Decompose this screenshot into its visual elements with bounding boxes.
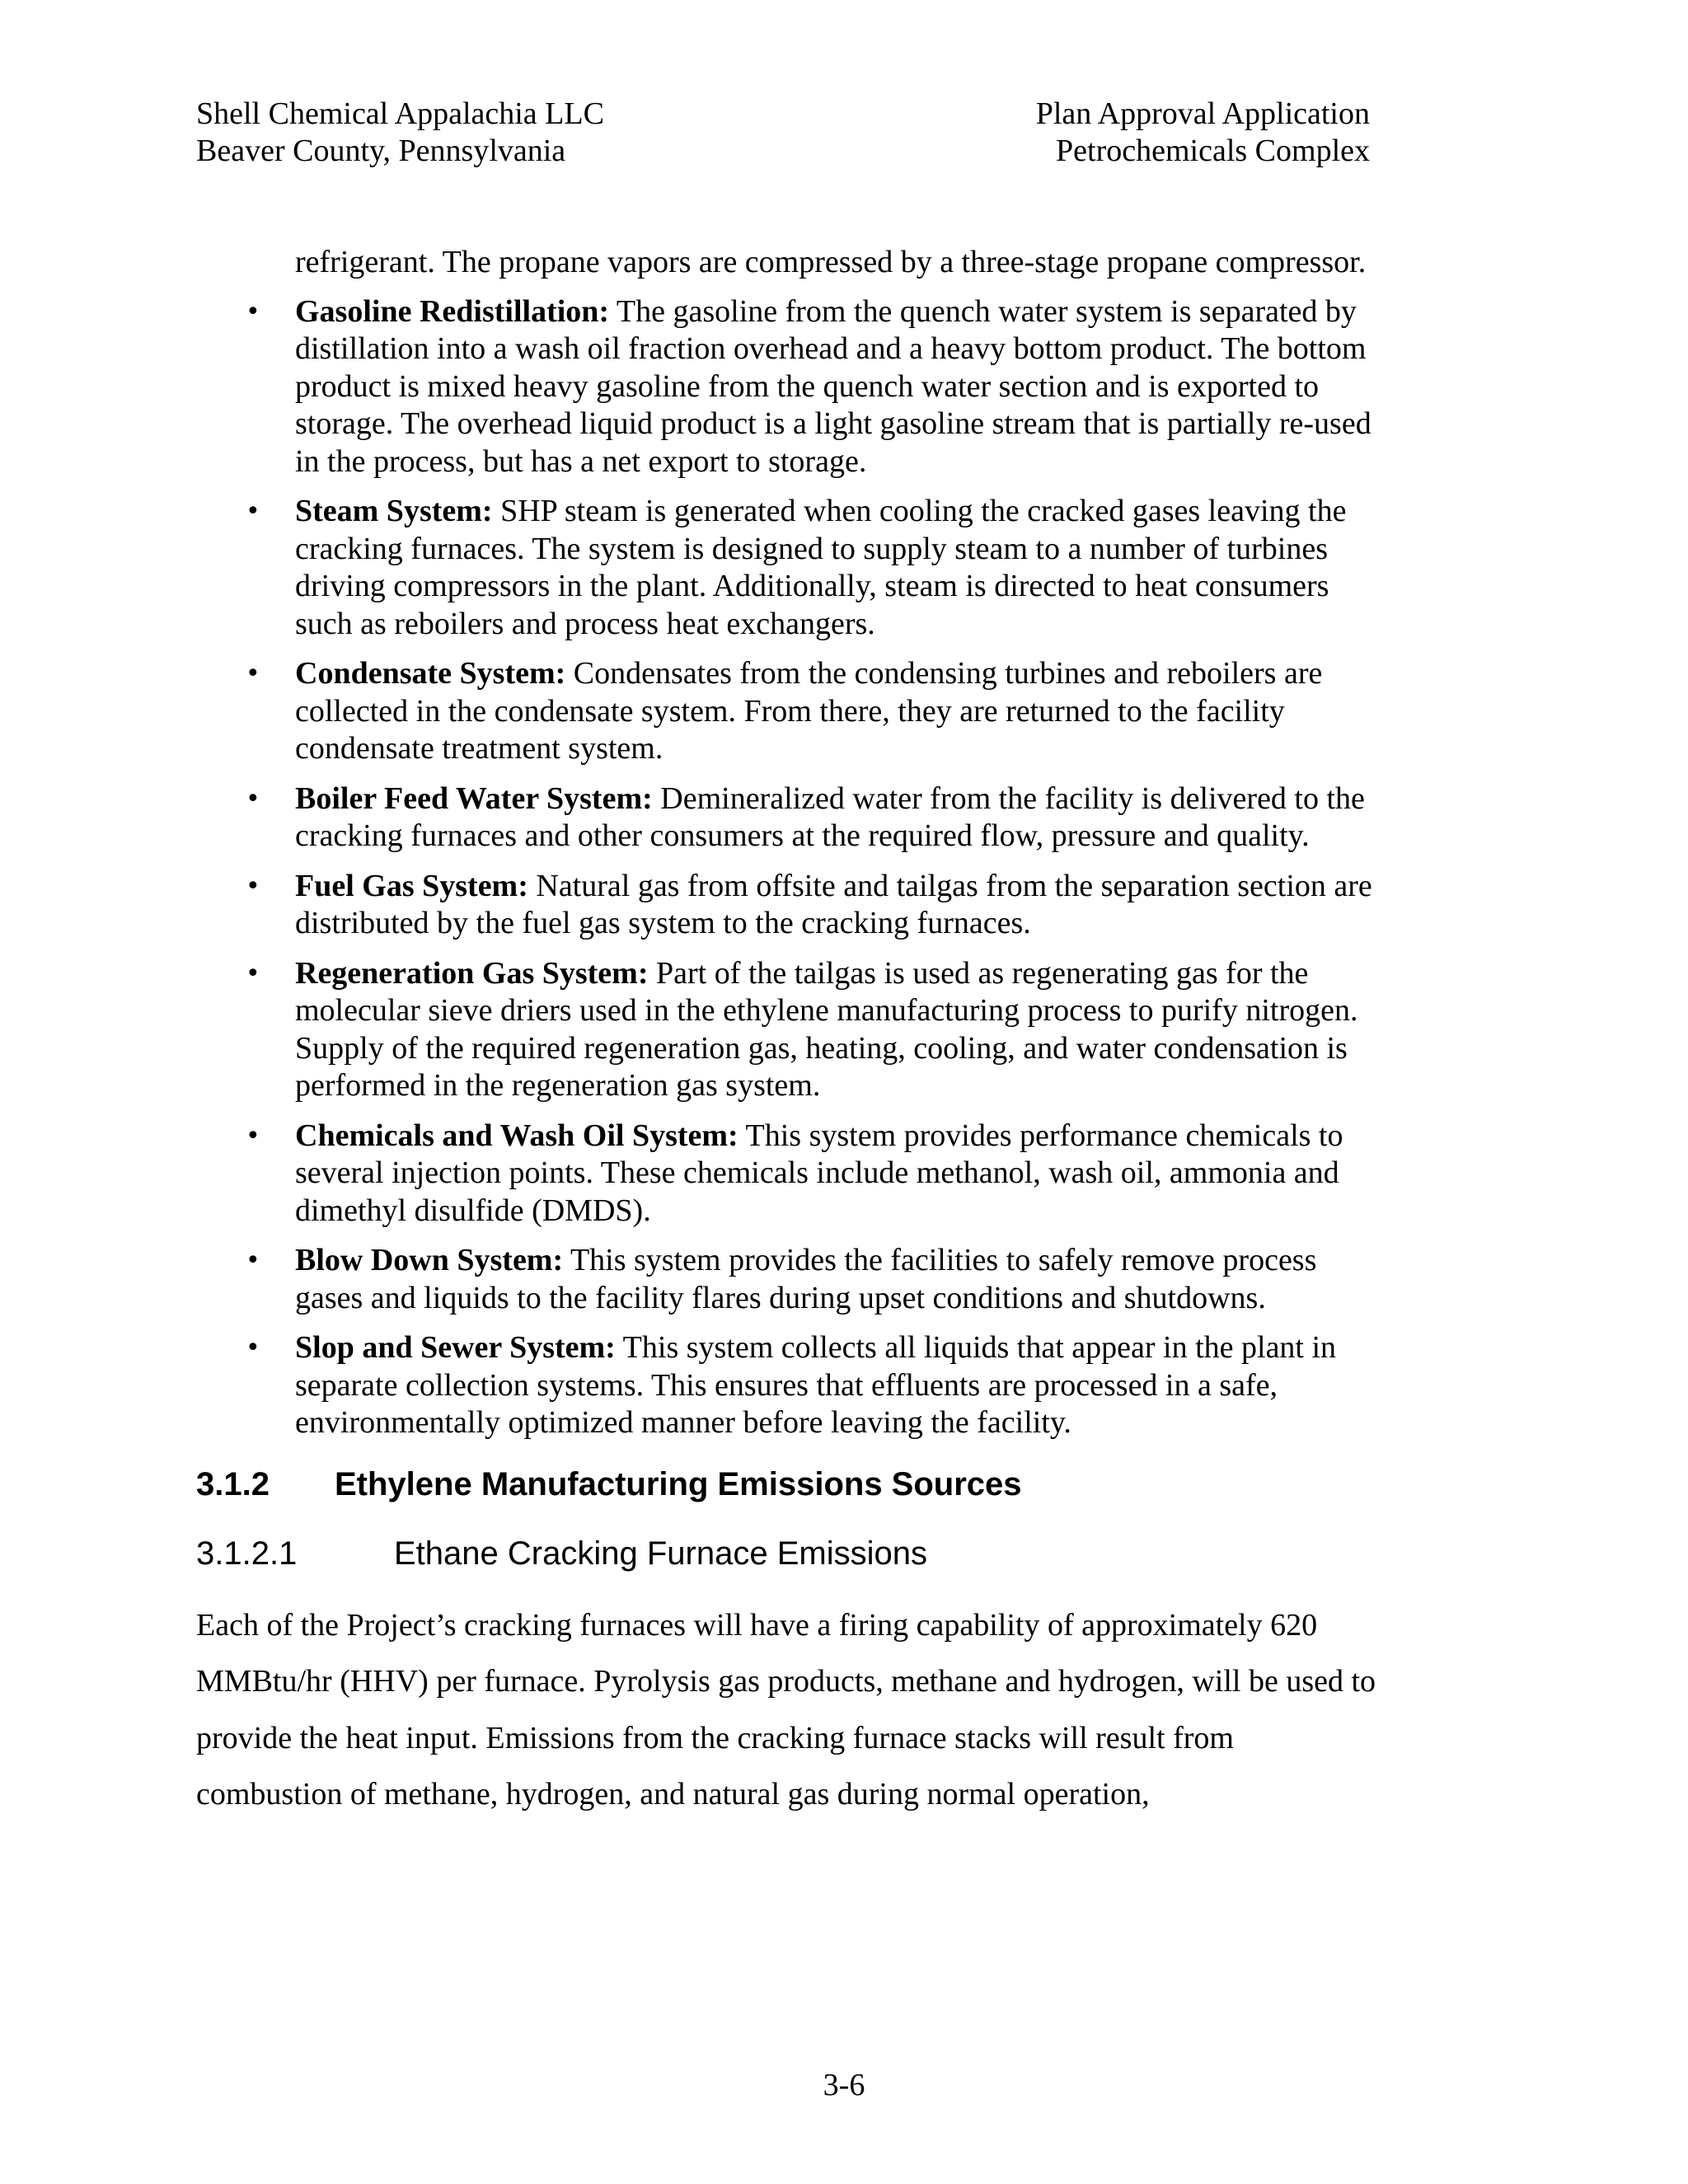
bullet-icon: • [246, 1333, 260, 1362]
bullet-title: Condensate System: [295, 656, 566, 691]
section-number: 3.1.2 [196, 1465, 270, 1502]
page-content [196, 244, 1383, 1823]
header-location: Beaver County, Pennsylvania [196, 134, 566, 168]
page-number: 3-6 [823, 2068, 865, 2102]
section-title: Ethylene Manufacturing Emissions Sources [335, 1465, 1022, 1502]
bullet-title: Chemicals and Wash Oil System: [295, 1118, 738, 1153]
bullet-title: Gasoline Redistillation: [295, 293, 610, 329]
header-company: Shell Chemical Appalachia LLC [196, 96, 604, 131]
list-item [196, 780, 1383, 855]
bullet-title: Regeneration Gas System: [295, 955, 649, 991]
bullet-title: Fuel Gas System: [295, 868, 528, 903]
list-item [196, 293, 1383, 481]
bullet-icon: • [246, 871, 260, 901]
bullet-text: Part of the tailgas is used as regenerating gas for the molecular sieve driers used in the ethylene manufacturing process to purify nitrogen. Supply of the required regeneration gas, heating, cooling, and water condensation is performed in the regeneration gas system. [295, 955, 1358, 1103]
bullet-icon: • [246, 497, 260, 526]
list-item [196, 1329, 1383, 1442]
subsection-heading [196, 1533, 1383, 1574]
bullet-icon: • [246, 958, 260, 988]
list-item [196, 655, 1383, 768]
bullet-text: This system provides the facilities to safely remove process gases and liquids to the facility flares during upset conditions and shutdowns. [295, 1243, 1317, 1315]
subsection-title: Ethane Cracking Furnace Emissions [394, 1535, 927, 1572]
bullet-icon: • [246, 297, 260, 326]
bullet-text: This system provides performance chemicals to several injection points. These chemicals include methanol, wash oil, ammonia and dimethyl disulfide (DMDS). [295, 1118, 1343, 1228]
body-paragraph: Each of the Project’s cracking furnaces will have a firing capability of approximately 620 MMBtu/hr (HHV) per furnace. Pyrolysis gas products, methane and hydrogen, will be used to provide the heat input. Emissions from the cracking furnace stacks will result from combustion of methane, hydrogen, and natural gas during normal operation, [196, 1607, 1376, 1811]
bullet-text: Natural gas from offsite and tailgas from the separation section are distributed by the fuel gas system to the cracking furnaces. [295, 868, 1372, 940]
system-bullet-list [196, 293, 1383, 1442]
bullet-text: SHP steam is generated when cooling the cracked gases leaving the cracking furnaces. The system is designed to supply steam to a number of turbines driving compressors in the plant. Additionally, steam is directed to heat consumers such as reboilers and process heat exchangers. [295, 494, 1347, 641]
list-item [196, 1242, 1383, 1317]
bullet-title: Boiler Feed Water System: [295, 780, 653, 816]
continuation-paragraph: refrigerant. The propane vapors are compressed by a three-stage propane compressor. [295, 245, 1367, 279]
bullet-title: Slop and Sewer System: [295, 1330, 616, 1365]
bullet-text: Condensates from the condensing turbines and reboilers are collected in the condensate system. From there, they are returned to the facility condensate treatment system. [295, 656, 1323, 766]
header-left [196, 96, 604, 170]
bullet-icon: • [246, 659, 260, 688]
header-document-title: Plan Approval Application [1035, 96, 1370, 131]
section-heading [196, 1464, 1383, 1505]
list-item [196, 955, 1383, 1105]
subsection-number: 3.1.2.1 [196, 1535, 298, 1572]
bullet-title: Blow Down System: [295, 1243, 564, 1277]
bullet-icon: • [246, 1246, 260, 1275]
header-right [1036, 96, 1370, 170]
list-item [196, 1118, 1383, 1230]
bullet-text: Demineralized water from the facility is delivered to the cracking furnaces and other consumers at the required flow, pressure and quality. [295, 780, 1365, 853]
header-project: Petrochemicals Complex [1056, 134, 1370, 168]
bullet-text: This system collects all liquids that appear in the plant in separate collection systems. This ensures that effluents are processed in a safe, environmentally optimized manner before leaving the facility. [295, 1330, 1337, 1440]
bullet-icon: • [246, 1121, 260, 1151]
bullet-text: The gasoline from the quench water system is separated by distillation into a wash oil fraction overhead and a heavy bottom product. The bottom product is mixed heavy gasoline from the quench water section and is exported to storage. The overhead liquid product is a light gasoline stream that is partially re-used in the process, but has a net export to storage. [295, 293, 1372, 479]
list-item [196, 868, 1383, 943]
bullet-title: Steam System: [295, 494, 493, 528]
list-item [196, 493, 1383, 643]
bullet-icon: • [246, 784, 260, 813]
